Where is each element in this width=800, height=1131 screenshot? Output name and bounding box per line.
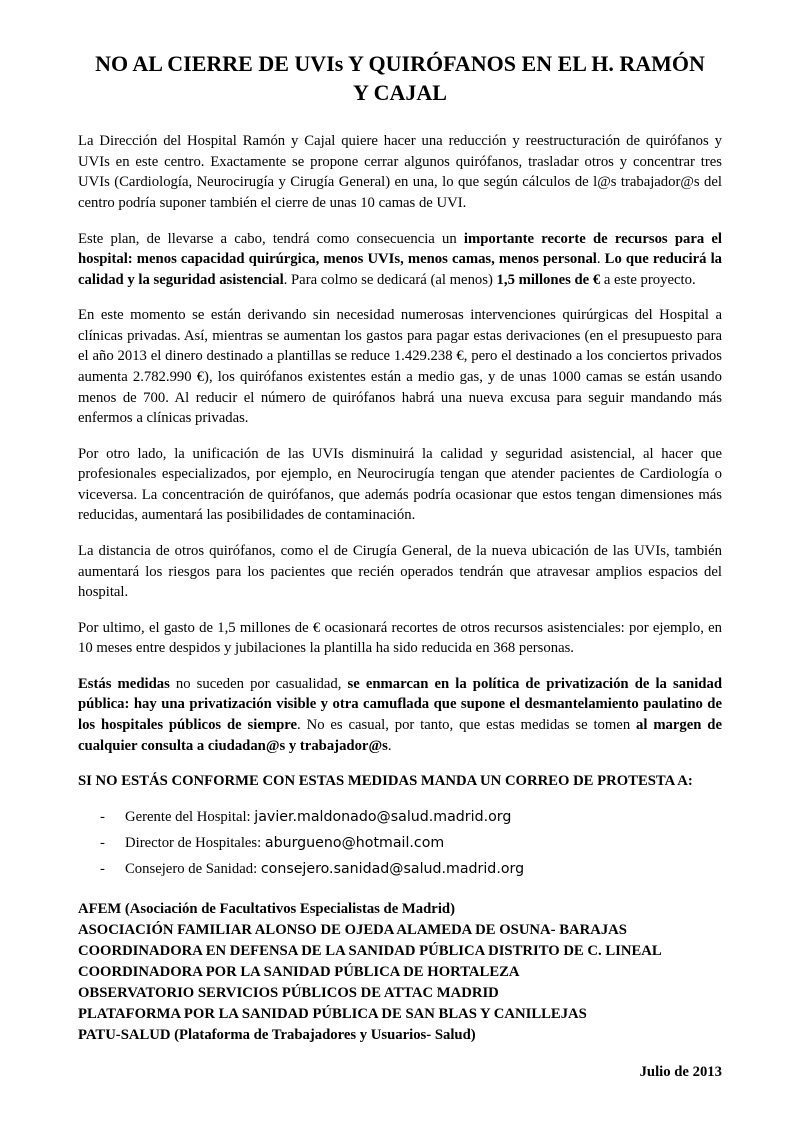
bold-text-run: al margen de cualquier consulta a ciudadan@s y trabajador@s — [78, 717, 722, 754]
paragraph — [78, 444, 722, 526]
contact-item — [100, 807, 722, 828]
bold-text-run: Lo que reducirá la calidad y la seguridad asistencial — [78, 251, 723, 288]
document-title: NO AL CIERRE DE UVIs Y QUIRÓFANOS EN EL H. RAMÓN Y CAJAL — [95, 51, 705, 105]
organization-item: COORDINADORA POR LA SANIDAD PÚBLICA DE HORTALEZA — [78, 964, 520, 981]
text-run: no suceden por casualidad, — [169, 675, 348, 692]
organization-item: PATU-SALUD (Plataforma de Trabajadores y Usuarios- Salud) — [78, 1026, 476, 1043]
organization-list — [78, 899, 722, 1045]
body-paragraphs — [78, 131, 722, 792]
paragraph — [78, 674, 722, 756]
paragraph — [78, 131, 722, 213]
bold-text-run: SI NO ESTÁS CONFORME CON ESTAS MEDIDAS MANDA UN CORREO DE PROTESTA A: — [78, 773, 693, 790]
organization-item: PLATAFORMA POR LA SANIDAD PÚBLICA DE SAN BLAS Y CANILLEJAS — [78, 1005, 587, 1022]
text-run: Por ultimo, el gasto de 1,5 millones de € ocasionará recortes de otros recursos asistenciales: por ejemplo, en 10 meses entre despidos y jubilaciones la plantilla ha sido reducida en 368 personas. — [78, 619, 722, 657]
paragraph — [78, 618, 722, 659]
text-run: . No es casual, por tanto, que estas medidas se tomen — [297, 717, 637, 734]
text-run: . Para colmo se dedicará (al menos) — [283, 271, 497, 288]
text-run: La distancia de otros quirófanos, como el de Cirugía General, de la nueva ubicación de las UVIs, también aumentará los riesgos para los pacientes que recién operados tendrán que atravesar amplios espacios del hospital. — [78, 543, 722, 601]
organization-item: OBSERVATORIO SERVICIOS PÚBLICOS DE ATTAC MADRID — [78, 984, 499, 1001]
text-run: . — [387, 737, 392, 754]
text-run: Por otro lado, la unificación de las UVIs disminuirá la calidad y seguridad asistencial, al hacer que profesionales especializados, por ejemplo, en Neurocirugía tengan que atender pacientes de Cardiología o viceversa. La concentración de quirófanos, que además podría ocasionar que estos tengan dimensiones más reducidas, aumentará las posibilidades de contaminación. — [78, 445, 722, 524]
organization-item: ASOCIACIÓN FAMILIAR ALONSO DE OJEDA ALAMEDA DE OSUNA- BARAJAS — [78, 922, 627, 939]
organization-item: COORDINADORA EN DEFENSA DE LA SANIDAD PÚBLICA DISTRITO DE C. LINEAL — [78, 943, 662, 960]
text-run: En este momento se están derivando sin necesidad numerosas intervenciones quirúrgicas del Hospital a clínicas privadas. Así, mientras se aumentan los gastos para pagar estas derivaciones (en el presupuesto para el año 2013 el dinero destinado a plantillas se reduce 1.429.238 €, pero el destinado a los conciertos privados aumenta 2.782.990 €), los quirófanos existentes están a medio gas, y de unas 1000 camas se están usando menos de 700. Al reducir el número de quirófanos habrá una nueva excusa para seguir mandando más enfermos a clínicas privadas. — [78, 307, 722, 427]
text-run: . — [596, 251, 605, 268]
bold-text-run: se enmarcan en la política de privatización de la sanidad pública: hay una privatización visible y otra camuflada que supone el desmantelamiento paulatino de los hospitales públicos de siempre — [78, 675, 722, 734]
paragraph — [78, 541, 722, 603]
contact-email: consejero.sanidad@salud.madrid.org — [260, 860, 525, 877]
contact-label: Director de Hospitales: — [125, 834, 265, 851]
bold-text-run: importante recorte de recursos para el hospital: menos capacidad quirúrgica, menos UVIs, menos camas, menos personal — [78, 230, 722, 268]
contact-item — [100, 859, 722, 880]
bold-text-run: Estás medidas — [78, 675, 170, 692]
document-date: Julio de 2013 — [639, 1063, 722, 1080]
paragraph — [78, 771, 722, 792]
contact-email: aburgueno@hotmail.com — [264, 834, 445, 851]
paragraph — [78, 229, 722, 291]
text-run: Este plan, de llevarse a cabo, tendrá como consecuencia un — [78, 230, 464, 247]
text-run: a este proyecto. — [600, 271, 696, 288]
organization-item: AFEM (Asociación de Facultativos Especialistas de Madrid) — [78, 901, 455, 918]
contact-label: Consejero de Sanidad: — [125, 860, 261, 877]
contact-email: javier.maldonado@salud.madrid.org — [254, 808, 512, 825]
contact-item — [100, 833, 722, 854]
text-run: La Dirección del Hospital Ramón y Cajal quiere hacer una reducción y reestructuración de quirófanos y UVIs en este centro. Exactamente se propone cerrar algunos quirófanos, trasladar otros y concentrar tres UVIs (Cardiología, Neurocirugía y Cirugía General) en una, lo que según cálculos de l@s trabajador@s del centro podría suponer también el cierre de unas 10 camas de UVI. — [78, 133, 722, 211]
contact-list — [100, 807, 722, 880]
bold-text-run: 1,5 millones de € — [496, 271, 601, 288]
paragraph — [78, 305, 722, 428]
contact-label: Gerente del Hospital: — [125, 808, 255, 825]
